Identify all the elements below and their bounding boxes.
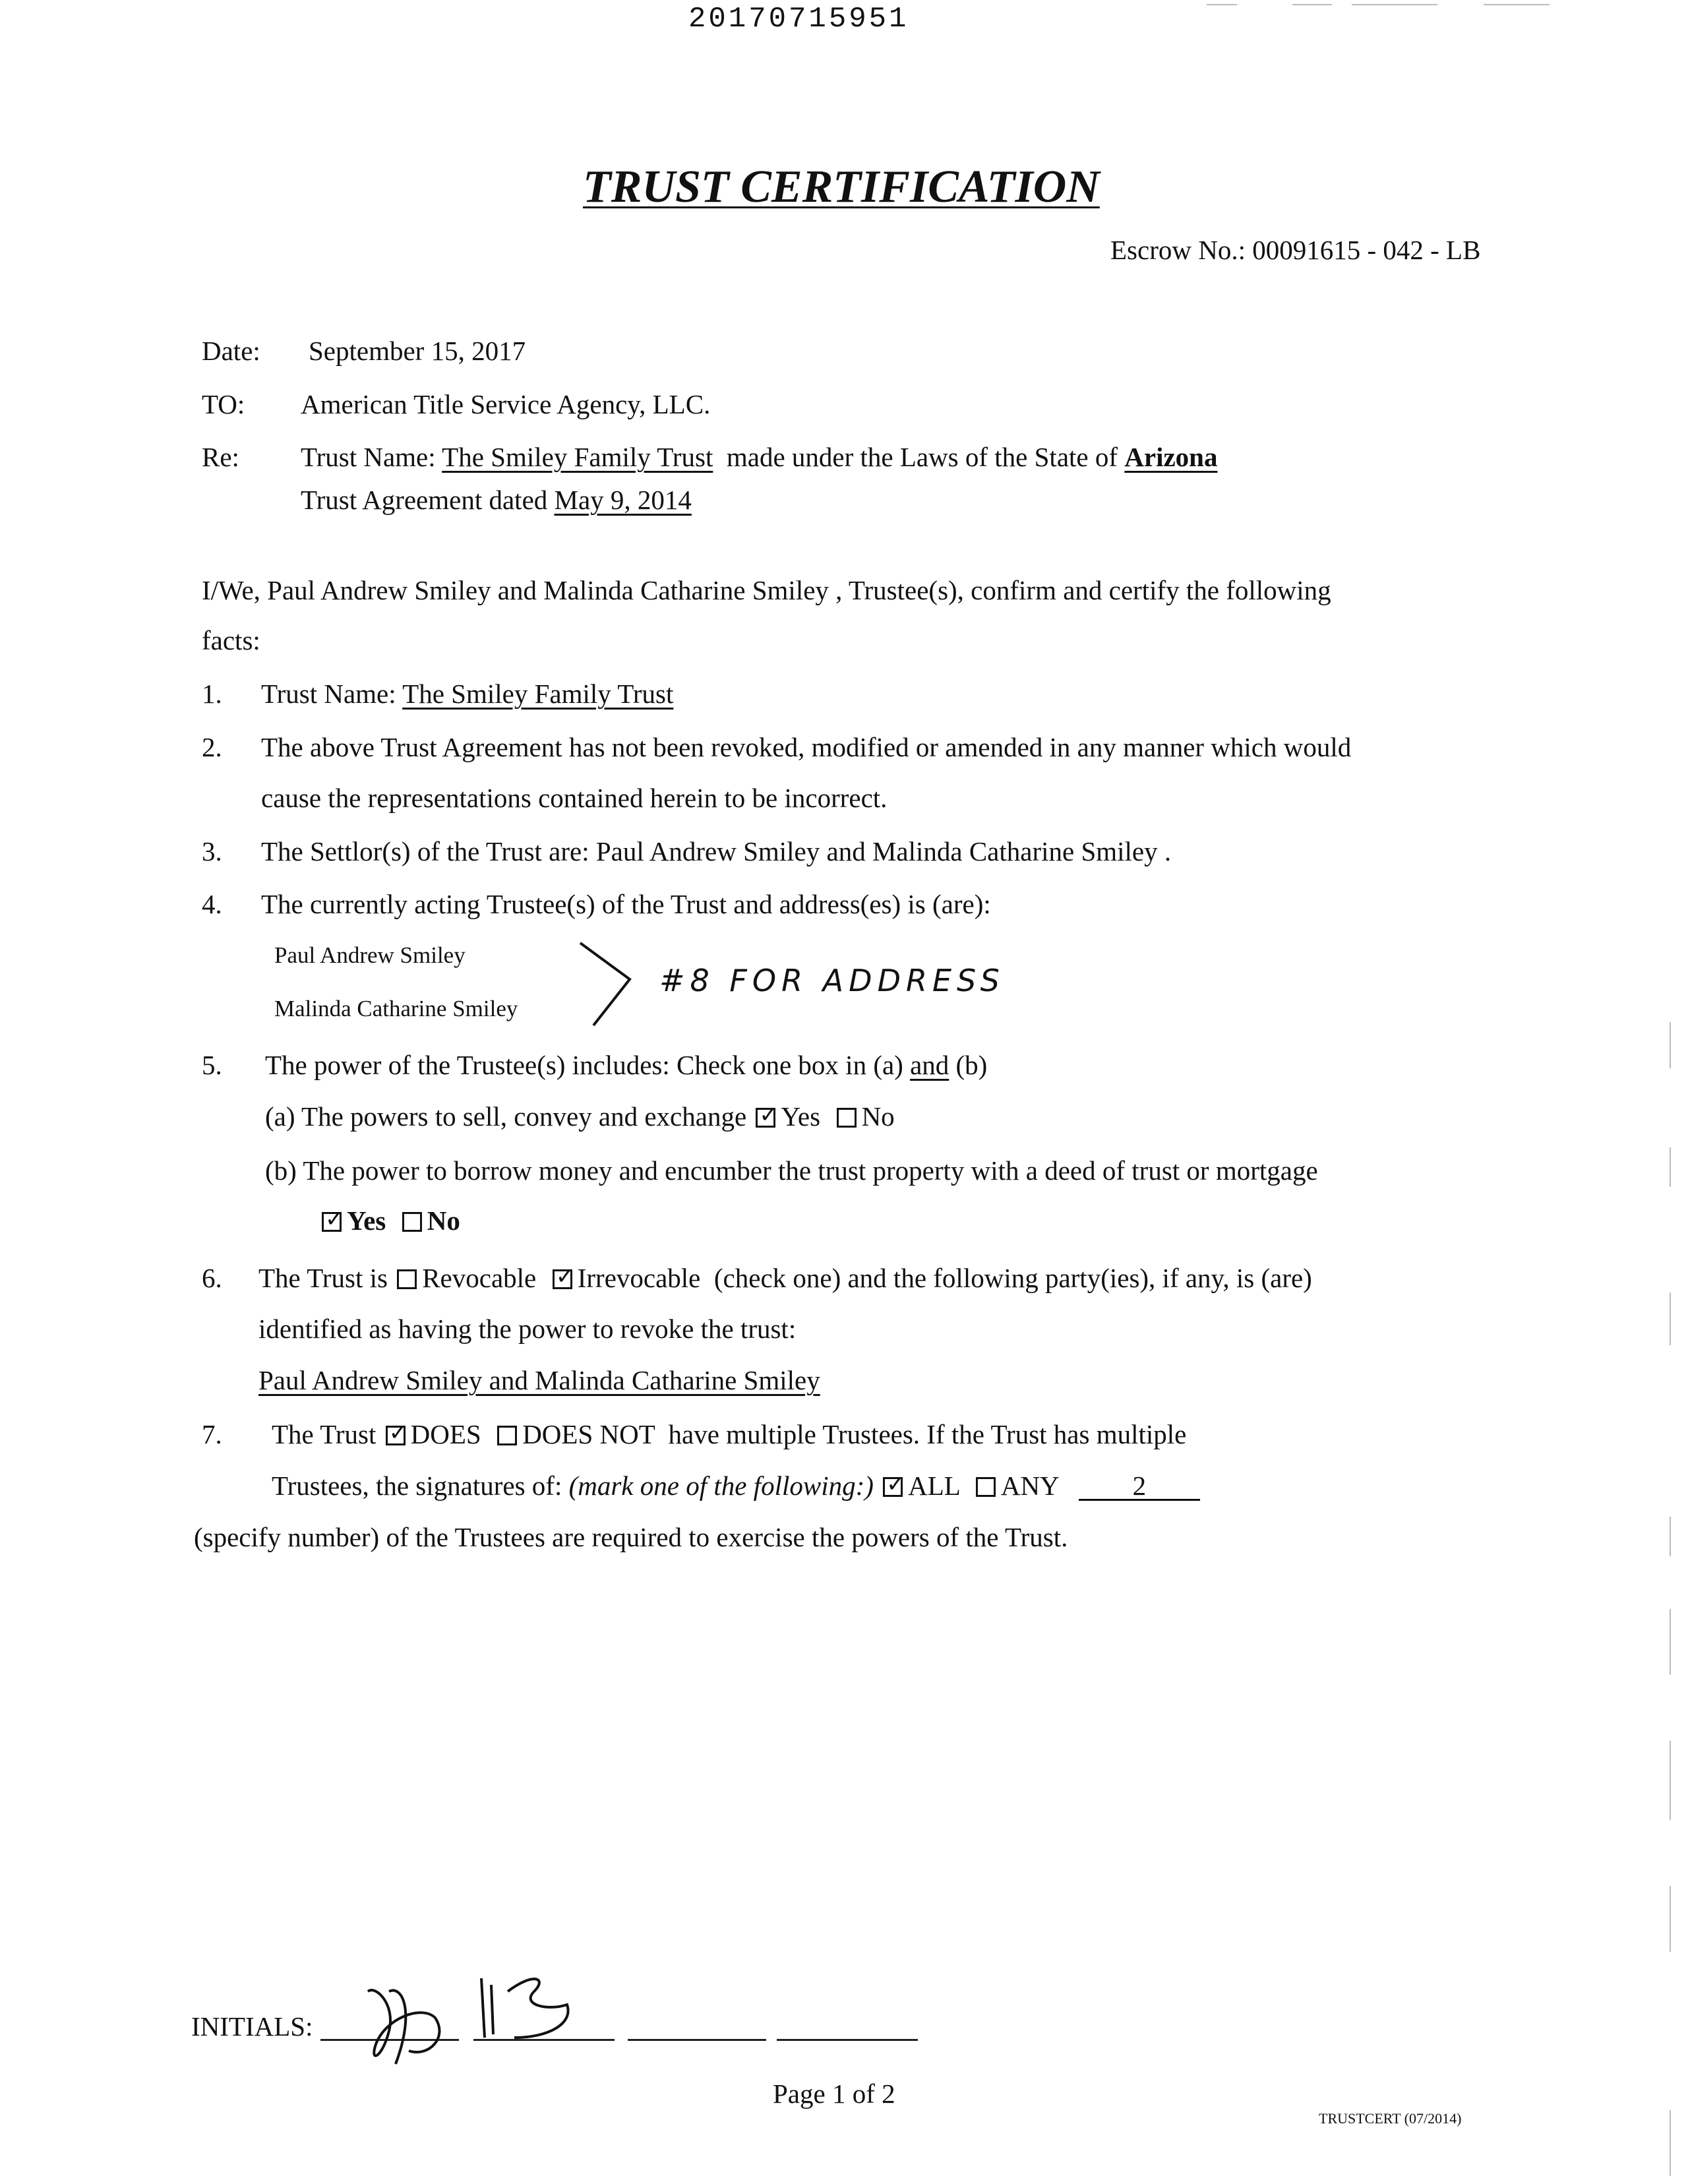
scan-edge-mark (1670, 1741, 1671, 1820)
initials-signature (349, 1965, 600, 2077)
item-6-parties: Paul Andrew Smiley and Malinda Catharine Smiley (258, 1365, 820, 1395)
intro-line-2: facts: (202, 625, 260, 655)
re-agreement-line (301, 483, 692, 516)
checkbox-revocable[interactable] (397, 1269, 417, 1289)
item-5b-yes: Yes (347, 1205, 386, 1236)
item-5-number: 5. (202, 1050, 222, 1080)
scan-edge-mark (1670, 1147, 1671, 1187)
to-value: American Title Service Agency, LLC. (301, 389, 711, 419)
checkbox-5a-yes[interactable] (756, 1108, 775, 1128)
item-6-revocable: Revocable (422, 1263, 537, 1293)
item-3-number: 3. (202, 836, 222, 866)
item-1-label: Trust Name: (261, 679, 396, 709)
item-2-line-1: The above Trust Agreement has not been revoked, modified or amended in any manner which would (261, 732, 1352, 762)
scan-mark (1352, 4, 1437, 5)
scan-edge-mark (1670, 2110, 1671, 2176)
re-trust-line (301, 440, 1217, 473)
item-7-text-b: have multiple Trustees. If the Trust has multiple (668, 1419, 1187, 1449)
item-5b-no: No (427, 1205, 460, 1236)
escrow-value: 00091615 - 042 - LB (1252, 235, 1481, 265)
item-4-number: 4. (202, 889, 222, 919)
trust-name-label: Trust Name: (301, 442, 436, 472)
item-7-does-not: DOES NOT (522, 1419, 655, 1449)
escrow-label: Escrow No.: (1110, 235, 1246, 265)
checkbox-5b-no[interactable] (402, 1212, 422, 1232)
initials-line-3 (628, 2039, 766, 2041)
checkbox-any[interactable] (976, 1477, 996, 1497)
escrow-number (1110, 233, 1480, 266)
item-7-line-2 (272, 1469, 1200, 1502)
item-6-text-b: (check one) and the following party(ies), if any, is (are) (713, 1263, 1312, 1293)
item-4-text: The currently acting Trustee(s) of the Trust and address(es) is (are): (261, 889, 991, 919)
item-5-text-b: (b) (955, 1050, 988, 1080)
agreement-label: Trust Agreement dated (301, 485, 548, 515)
item-1-value: The Smiley Family Trust (402, 679, 674, 709)
date-value: September 15, 2017 (309, 336, 526, 366)
item-7-text-a: The Trust (272, 1419, 377, 1449)
item-7-number: 7. (202, 1419, 222, 1449)
item-1-text (261, 677, 673, 710)
item-7-all: ALL (908, 1471, 960, 1501)
item-3-text: The Settlor(s) of the Trust are: Paul Andrew Smiley and Malinda Catharine Smiley . (261, 836, 1172, 866)
item-5a-yes: Yes (781, 1101, 821, 1132)
item-7-line-1 (272, 1418, 1186, 1451)
page-number: Page 1 of 2 (773, 2078, 895, 2109)
scan-edge-mark (1670, 1886, 1671, 1952)
scan-mark (1207, 4, 1237, 5)
item-6-line-1 (258, 1261, 1312, 1294)
item-5a (265, 1100, 895, 1133)
item-2-number: 2. (202, 732, 222, 762)
item-7-line2-italic: (mark one of the following:) (568, 1471, 874, 1501)
checkbox-does-not[interactable] (497, 1426, 517, 1445)
item-7-line2-a: Trustees, the signatures of: (272, 1471, 562, 1501)
item-5-text-a: The power of the Trustee(s) includes: Check one box in (a) (265, 1050, 903, 1080)
brace-mark (567, 936, 673, 1029)
document-title: TRUST CERTIFICATION (583, 162, 1100, 212)
intro-line-1: I/We, Paul Andrew Smiley and Malinda Catharine Smiley , Trustee(s), confirm and certify the following (202, 575, 1331, 605)
item-5-and: and (910, 1050, 950, 1080)
item-6-line-2: identified as having the power to revoke the trust: (258, 1314, 797, 1344)
to-label: TO: (202, 389, 245, 419)
document-number: 20170715951 (688, 3, 909, 36)
item-5b-options (319, 1204, 460, 1237)
item-5a-text: The powers to sell, convey and exchange (301, 1101, 747, 1132)
scan-edge-mark (1670, 1517, 1671, 1556)
checkbox-irrevocable[interactable] (553, 1269, 572, 1289)
item-5b (265, 1154, 1318, 1187)
trustee-1: Paul Andrew Smiley (274, 942, 466, 968)
item-5b-text: The power to borrow money and encumber the trust property with a deed of trust or mortgage (303, 1155, 1318, 1186)
handwritten-note: #8 FOR ADDRESS (659, 963, 1005, 998)
item-6-number: 6. (202, 1263, 222, 1293)
item-7-number-field[interactable]: 2 (1079, 1472, 1200, 1501)
scan-edge-mark (1670, 1022, 1671, 1068)
initials-line-4 (777, 2039, 918, 2041)
checkbox-does[interactable] (386, 1426, 406, 1445)
agreement-date: May 9, 2014 (554, 485, 692, 515)
laws-text: made under the Laws of the State of (726, 442, 1118, 472)
re-label: Re: (202, 442, 239, 472)
item-1-number: 1. (202, 679, 222, 709)
item-5a-no: No (861, 1101, 895, 1132)
item-7-any: ANY (1000, 1471, 1059, 1501)
date-label: Date: (202, 336, 260, 366)
item-2-line-2: cause the representations contained herein to be incorrect. (261, 783, 888, 813)
item-5-text (265, 1048, 987, 1081)
item-6-irrevocable: Irrevocable (577, 1263, 701, 1293)
checkbox-5b-yes[interactable] (322, 1212, 342, 1232)
item-5a-label: (a) (265, 1101, 295, 1132)
trust-name-value: The Smiley Family Trust (442, 442, 713, 472)
form-code: TRUSTCERT (07/2014) (1319, 2110, 1462, 2127)
scan-edge-mark (1670, 1292, 1671, 1345)
item-5b-label: (b) (265, 1155, 297, 1186)
item-7-line-3: (specify number) of the Trustees are required to exercise the powers of the Trust. (194, 1522, 1068, 1552)
state-value: Arizona (1124, 442, 1218, 472)
item-7-does: DOES (410, 1419, 481, 1449)
initials-label: INITIALS: (191, 2011, 313, 2042)
scan-mark (1292, 4, 1332, 5)
scan-edge-mark (1670, 1609, 1671, 1675)
scan-mark (1484, 4, 1550, 5)
item-6-text-a: The Trust is (258, 1263, 388, 1293)
checkbox-5a-no[interactable] (837, 1108, 857, 1128)
checkbox-all[interactable] (883, 1477, 903, 1497)
trustee-2: Malinda Catharine Smiley (274, 996, 518, 1021)
